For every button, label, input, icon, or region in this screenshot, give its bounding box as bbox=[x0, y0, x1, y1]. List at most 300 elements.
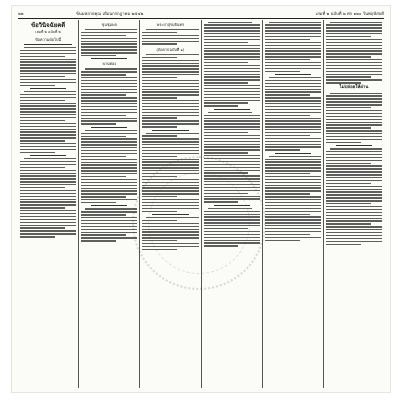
text-line bbox=[265, 167, 321, 168]
text-line bbox=[142, 226, 198, 227]
text-line bbox=[265, 146, 321, 147]
text-line bbox=[326, 42, 382, 43]
text-line bbox=[265, 59, 310, 60]
text-line bbox=[204, 198, 260, 199]
text-line bbox=[326, 154, 382, 155]
text-line bbox=[142, 147, 198, 148]
text-line bbox=[330, 148, 382, 149]
text-line bbox=[265, 89, 321, 90]
text-line bbox=[142, 229, 198, 230]
section-divider bbox=[152, 214, 188, 215]
text-line bbox=[20, 131, 76, 132]
text-line bbox=[204, 82, 249, 83]
text-line bbox=[326, 151, 382, 152]
text-line bbox=[204, 172, 249, 173]
text-line bbox=[142, 94, 198, 95]
text-line bbox=[20, 129, 76, 130]
text-line bbox=[265, 94, 310, 95]
text-line bbox=[142, 117, 177, 118]
text-line bbox=[142, 120, 198, 121]
text-line bbox=[326, 113, 382, 114]
text-line bbox=[204, 193, 249, 194]
text-line bbox=[204, 94, 260, 95]
text-line bbox=[85, 68, 137, 69]
text-line bbox=[81, 35, 126, 36]
text-line bbox=[81, 153, 137, 154]
text-line bbox=[142, 97, 177, 98]
text-line bbox=[265, 237, 321, 238]
text-line bbox=[142, 123, 198, 124]
text-line bbox=[204, 91, 260, 92]
text-line bbox=[81, 120, 137, 121]
text-line bbox=[204, 62, 249, 63]
text-line bbox=[20, 146, 76, 147]
text-line bbox=[326, 174, 382, 175]
text-line bbox=[142, 193, 198, 194]
text-line bbox=[204, 65, 260, 66]
text-line bbox=[20, 111, 76, 112]
text-line bbox=[81, 103, 137, 104]
text-line bbox=[204, 50, 260, 51]
text-line bbox=[265, 216, 321, 217]
text-line bbox=[265, 42, 321, 43]
text-line bbox=[326, 142, 361, 143]
text-line bbox=[326, 82, 361, 83]
text-line bbox=[20, 225, 76, 226]
text-line bbox=[81, 173, 137, 174]
text-line bbox=[20, 196, 76, 197]
text-line bbox=[265, 62, 321, 63]
text-line bbox=[81, 74, 126, 75]
column-title: ข้อวินิจฉัยคดี bbox=[30, 22, 66, 29]
text-line bbox=[20, 175, 76, 176]
text-line bbox=[204, 146, 260, 147]
text-line bbox=[81, 159, 137, 160]
text-line bbox=[265, 118, 321, 119]
text-line bbox=[142, 246, 198, 247]
section-divider bbox=[336, 145, 372, 146]
text-line bbox=[81, 182, 137, 183]
text-line bbox=[81, 214, 126, 215]
text-line bbox=[20, 61, 76, 62]
text-line bbox=[265, 36, 321, 37]
text-line bbox=[81, 237, 137, 238]
text-line bbox=[265, 97, 321, 98]
text-line bbox=[142, 86, 198, 87]
text-line bbox=[326, 119, 382, 120]
text-line bbox=[265, 91, 321, 92]
text-line bbox=[326, 194, 382, 195]
text-line bbox=[20, 53, 76, 54]
text-line bbox=[20, 204, 76, 205]
text-line bbox=[265, 214, 310, 215]
text-line bbox=[81, 176, 126, 177]
text-line bbox=[326, 33, 382, 34]
text-line bbox=[326, 232, 382, 233]
text-line bbox=[326, 171, 382, 172]
text-line bbox=[326, 133, 382, 134]
text-line bbox=[142, 161, 198, 162]
text-line bbox=[24, 91, 76, 92]
illegible-text-block bbox=[20, 91, 76, 153]
text-line bbox=[20, 117, 76, 118]
text-line bbox=[326, 68, 382, 69]
text-line bbox=[24, 47, 76, 48]
text-line bbox=[20, 236, 55, 237]
text-line bbox=[326, 238, 382, 239]
text-line bbox=[265, 144, 321, 145]
text-line bbox=[326, 130, 382, 131]
text-line bbox=[326, 241, 382, 242]
text-line bbox=[142, 205, 198, 206]
text-line bbox=[142, 71, 198, 72]
column-heading: พระยาสุรบดินทร bbox=[156, 22, 185, 27]
text-line bbox=[20, 105, 76, 106]
illegible-text-block bbox=[265, 156, 321, 241]
text-line bbox=[204, 138, 260, 139]
text-line bbox=[265, 135, 310, 136]
text-line bbox=[142, 190, 198, 191]
text-line bbox=[142, 135, 177, 136]
text-line bbox=[204, 135, 260, 136]
text-line bbox=[326, 24, 382, 25]
text-line bbox=[265, 138, 321, 139]
text-line bbox=[81, 164, 137, 165]
text-line bbox=[142, 182, 198, 183]
text-line bbox=[326, 244, 361, 245]
text-line bbox=[146, 133, 198, 134]
text-line bbox=[81, 229, 137, 230]
illegible-text-block bbox=[204, 22, 260, 107]
text-line bbox=[265, 185, 321, 186]
text-line bbox=[208, 112, 253, 113]
text-line bbox=[20, 210, 76, 211]
text-line bbox=[20, 227, 65, 228]
text-line bbox=[204, 167, 260, 168]
text-line bbox=[81, 185, 137, 186]
text-line bbox=[265, 132, 321, 133]
text-line bbox=[326, 200, 382, 201]
text-line bbox=[20, 140, 65, 141]
text-line bbox=[20, 70, 76, 71]
text-line bbox=[326, 56, 371, 57]
text-line bbox=[20, 73, 76, 74]
text-line bbox=[20, 213, 76, 214]
text-line bbox=[142, 115, 198, 116]
text-line bbox=[204, 228, 249, 229]
text-line bbox=[20, 50, 76, 51]
text-line bbox=[265, 126, 321, 127]
text-line bbox=[142, 43, 177, 44]
bold-heading: ไม่ปล่อยให้ผ่าน bbox=[339, 85, 369, 91]
text-line bbox=[326, 107, 371, 108]
text-line bbox=[204, 219, 260, 220]
text-line bbox=[20, 120, 65, 121]
text-line bbox=[20, 149, 76, 150]
text-line bbox=[265, 225, 321, 226]
text-line bbox=[142, 176, 177, 177]
text-line bbox=[81, 156, 126, 157]
text-line bbox=[20, 97, 76, 98]
column-2 bbox=[79, 20, 140, 388]
text-line bbox=[20, 137, 76, 138]
text-line bbox=[204, 178, 260, 179]
text-line bbox=[142, 138, 198, 139]
text-line bbox=[265, 234, 310, 235]
text-line bbox=[265, 83, 321, 84]
text-line bbox=[85, 208, 137, 209]
text-line bbox=[204, 129, 260, 130]
page-number: ๒๒ bbox=[18, 11, 24, 16]
text-line bbox=[204, 105, 239, 106]
text-line bbox=[142, 91, 198, 92]
text-line bbox=[265, 190, 321, 191]
text-line bbox=[142, 179, 198, 180]
text-line bbox=[326, 30, 382, 31]
section-divider bbox=[152, 130, 188, 131]
text-line bbox=[265, 112, 321, 113]
text-line bbox=[81, 196, 126, 197]
column-heading: ขุนชุมพล bbox=[101, 22, 117, 27]
text-line bbox=[204, 184, 260, 185]
text-line bbox=[20, 108, 76, 109]
text-line bbox=[265, 39, 310, 40]
text-line bbox=[20, 190, 76, 191]
text-line bbox=[81, 100, 137, 101]
text-line bbox=[81, 49, 137, 50]
text-line bbox=[265, 106, 321, 107]
text-line bbox=[20, 85, 55, 86]
text-line bbox=[326, 53, 382, 54]
text-line bbox=[142, 74, 198, 75]
text-line bbox=[326, 116, 382, 117]
running-head-right: เล่มที่ ๒ ฉบับที่ ๒ ศก ๑๒๐ วันพฤหัสบดี bbox=[315, 11, 384, 16]
section-heading: พานทอง bbox=[102, 61, 117, 67]
illegible-text-block bbox=[142, 133, 198, 212]
illegible-text-block bbox=[204, 112, 260, 203]
text-line bbox=[326, 177, 382, 178]
text-line bbox=[142, 38, 198, 39]
text-line bbox=[142, 249, 177, 250]
text-line bbox=[81, 138, 137, 139]
text-line bbox=[142, 159, 198, 160]
text-line bbox=[142, 41, 198, 42]
text-line bbox=[326, 98, 382, 99]
illegible-text-block bbox=[142, 54, 198, 128]
text-line bbox=[142, 60, 198, 61]
text-line bbox=[326, 110, 382, 111]
text-line bbox=[81, 92, 137, 93]
text-line bbox=[204, 237, 260, 238]
text-line bbox=[81, 123, 116, 124]
text-line bbox=[85, 130, 137, 131]
text-line bbox=[326, 27, 382, 28]
text-line bbox=[142, 35, 198, 36]
text-line bbox=[20, 222, 76, 223]
text-line bbox=[20, 76, 65, 77]
text-line bbox=[265, 187, 321, 188]
text-line bbox=[81, 220, 137, 221]
text-line bbox=[265, 199, 321, 200]
text-line bbox=[204, 141, 260, 142]
text-line bbox=[81, 211, 137, 212]
text-line bbox=[265, 231, 321, 232]
text-line bbox=[326, 76, 371, 77]
text-line bbox=[81, 80, 137, 81]
text-line bbox=[204, 190, 260, 191]
text-line bbox=[265, 170, 321, 171]
text-line bbox=[81, 41, 137, 42]
section-divider bbox=[214, 109, 250, 110]
text-line bbox=[81, 38, 137, 39]
text-line bbox=[326, 191, 382, 192]
text-line bbox=[142, 243, 198, 244]
section-divider bbox=[275, 74, 311, 75]
text-line bbox=[204, 76, 260, 77]
text-line bbox=[204, 123, 260, 124]
text-line bbox=[265, 176, 321, 177]
text-line bbox=[20, 193, 76, 194]
text-line bbox=[326, 215, 382, 216]
text-line bbox=[146, 29, 198, 30]
text-line bbox=[142, 68, 198, 69]
text-line bbox=[204, 71, 260, 72]
text-line bbox=[142, 202, 198, 203]
text-line bbox=[142, 103, 198, 104]
text-line bbox=[265, 179, 321, 180]
text-line bbox=[326, 189, 382, 190]
text-line bbox=[20, 123, 76, 124]
text-line bbox=[326, 163, 371, 164]
text-line bbox=[81, 190, 137, 191]
text-line bbox=[146, 217, 198, 218]
text-line bbox=[265, 65, 321, 66]
text-line bbox=[326, 65, 382, 66]
text-line bbox=[326, 124, 382, 125]
text-line bbox=[81, 94, 126, 95]
text-line bbox=[142, 237, 198, 238]
text-line bbox=[204, 27, 260, 28]
text-line bbox=[204, 53, 260, 54]
text-line bbox=[265, 30, 321, 31]
text-line bbox=[81, 223, 137, 224]
text-line bbox=[265, 161, 321, 162]
text-line bbox=[326, 59, 382, 60]
text-line bbox=[81, 234, 126, 235]
text-line bbox=[265, 211, 321, 212]
text-line bbox=[81, 141, 137, 142]
text-line bbox=[326, 157, 382, 158]
text-line bbox=[265, 109, 321, 110]
text-line bbox=[142, 234, 198, 235]
text-line bbox=[204, 196, 260, 197]
text-line bbox=[81, 89, 137, 90]
running-head bbox=[18, 9, 384, 19]
text-line bbox=[20, 64, 76, 65]
column-3 bbox=[140, 20, 201, 388]
text-line bbox=[142, 89, 198, 90]
text-line bbox=[142, 170, 198, 171]
text-line bbox=[204, 149, 260, 150]
text-line bbox=[142, 208, 198, 209]
text-line bbox=[326, 62, 382, 63]
text-line bbox=[81, 179, 137, 180]
text-line bbox=[204, 155, 260, 156]
text-line bbox=[142, 231, 198, 232]
text-line bbox=[81, 115, 126, 116]
text-line bbox=[204, 68, 260, 69]
text-line bbox=[265, 86, 321, 87]
text-line bbox=[204, 120, 260, 121]
text-line bbox=[20, 184, 76, 185]
text-line bbox=[20, 173, 76, 174]
text-line bbox=[142, 211, 177, 212]
text-line bbox=[81, 97, 137, 98]
illegible-text-block bbox=[142, 217, 198, 250]
column-heading: ข้อความต่อไปนี้ bbox=[35, 37, 62, 42]
text-line bbox=[20, 67, 76, 68]
text-line bbox=[81, 167, 137, 168]
text-line bbox=[81, 71, 137, 72]
text-line bbox=[265, 182, 321, 183]
text-line bbox=[204, 79, 260, 80]
column-6 bbox=[324, 20, 384, 388]
text-line bbox=[81, 109, 137, 110]
illegible-text-block bbox=[20, 158, 76, 237]
text-line bbox=[20, 103, 76, 104]
running-head-left: ข้นมหลายคุณ เดือนกรกฎาคม ๒๕๔๒ bbox=[76, 11, 144, 16]
text-line bbox=[20, 161, 76, 162]
section-heading: (ต่อจากฉบับที่ ๑) bbox=[156, 46, 185, 52]
text-line bbox=[20, 170, 76, 171]
section-divider bbox=[275, 153, 311, 154]
illegible-text-block bbox=[81, 29, 137, 56]
text-line bbox=[142, 109, 198, 110]
text-line bbox=[204, 158, 260, 159]
text-line bbox=[142, 223, 198, 224]
text-line bbox=[142, 144, 198, 145]
text-line bbox=[265, 228, 321, 229]
illegible-text-block bbox=[265, 22, 321, 73]
illegible-text-block bbox=[81, 68, 137, 124]
text-line bbox=[142, 196, 177, 197]
text-line bbox=[20, 199, 76, 200]
text-line bbox=[204, 240, 260, 241]
illegible-text-block bbox=[81, 130, 137, 204]
text-line bbox=[265, 164, 321, 165]
text-line bbox=[204, 24, 260, 25]
text-line bbox=[204, 231, 260, 232]
text-line bbox=[330, 22, 382, 23]
text-line bbox=[326, 139, 382, 140]
text-line bbox=[142, 32, 177, 33]
text-line bbox=[142, 187, 198, 188]
text-line bbox=[142, 63, 198, 64]
text-line bbox=[81, 150, 137, 151]
text-line bbox=[326, 212, 382, 213]
text-line bbox=[204, 118, 260, 119]
text-line bbox=[142, 83, 198, 84]
text-line bbox=[81, 202, 116, 203]
text-line bbox=[326, 168, 382, 169]
text-line bbox=[204, 42, 249, 43]
text-line bbox=[81, 86, 137, 87]
text-line bbox=[204, 144, 260, 145]
text-line bbox=[265, 159, 321, 160]
text-line bbox=[265, 71, 300, 72]
text-line bbox=[265, 50, 321, 51]
text-line bbox=[81, 240, 116, 241]
